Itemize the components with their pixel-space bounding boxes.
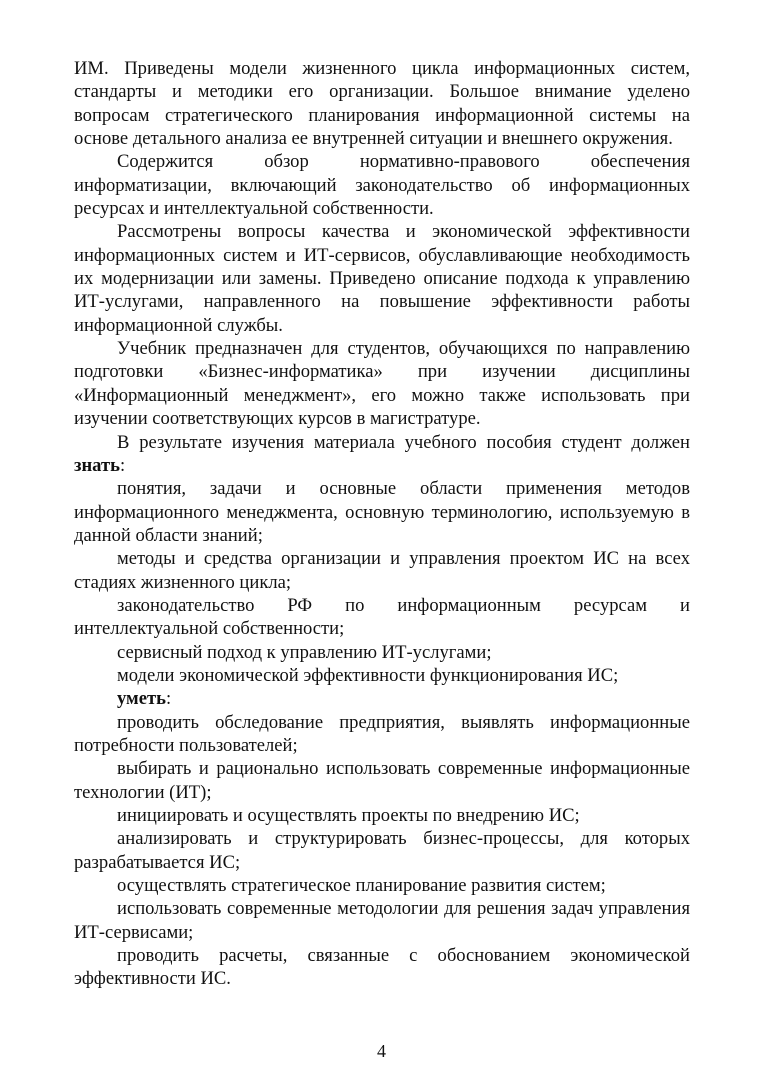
able-item: осуществлять стратегическое планирование развития систем; [117,875,606,897]
able-item: использовать современные методологии для решения задач управления ИТ-сервисами; [74,898,690,943]
know-item: законодательство РФ по информационным ресурсам и интеллектуальной собственности; [74,594,690,640]
know-item: методы и средства организации и управления проектом ИС на всех стадиях жизненного цикла; [74,548,690,593]
paragraph-intro-continuation: ИМ. Приведены модели жизненного цикла информационных систем, стандарты и методики его организации. Большое внимание уделено вопросам стратегического планирования информационной системы на основе детального анализа ее внутренней ситуации и внешнего окружения. [74,58,690,150]
know-keyword: знать [74,454,120,476]
able-colon: : [165,688,172,710]
able-keyword: уметь [117,688,166,710]
page-number: 4 [377,1041,386,1061]
know-item: понятия, задачи и основные области применения методов информационного менеджмента, основную терминологию, используемую в данной области знаний; [74,478,690,546]
paragraph-legal-overview: Содержится обзор нормативно-правового обеспечения информатизации, включающий законодательство об информационных ресурсах и интеллектуальной собственности. [74,151,690,220]
paragraph-quality-efficiency: Рассмотрены вопросы качества и экономической эффективности информационных систем и ИТ-сервисов, обуславливающие необходимость их модернизации или замены. Приведено описание подхода к управлению ИТ-услугами, направленного на повышение эффективности работы информационной службы. [74,221,690,336]
able-item: проводить расчеты, связанные с обоснованием экономической эффективности ИС. [74,945,690,990]
paragraph-audience: Учебник предназначен для студентов, обучающихся по направлению подготовки «Бизнес-информатика» при изучении дисциплины «Информационный менеджмент», его можно также использовать при изучении соответствующих курсов в магистратуре. [74,338,690,430]
able-item: проводить обследование предприятия, выявлять информационные потребности пользователей; [74,711,690,756]
know-item: сервисный подход к управлению ИТ-услугами; [117,641,492,663]
know-item: модели экономической эффективности функционирования ИС; [117,664,619,686]
know-colon: : [119,454,126,476]
able-item: выбирать и рационально использовать современные информационные технологии (ИТ); [74,758,690,803]
paragraph-outcomes [74,431,690,478]
body-text [74,57,690,991]
outcomes-prefix: В результате изучения материала учебного пособия студент должен [117,431,690,453]
able-item: анализировать и структурировать бизнес-процессы, для которых разрабатывается ИС; [74,828,690,873]
able-item: инициировать и осуществлять проекты по внедрению ИС; [117,805,580,826]
able-heading [74,687,690,710]
